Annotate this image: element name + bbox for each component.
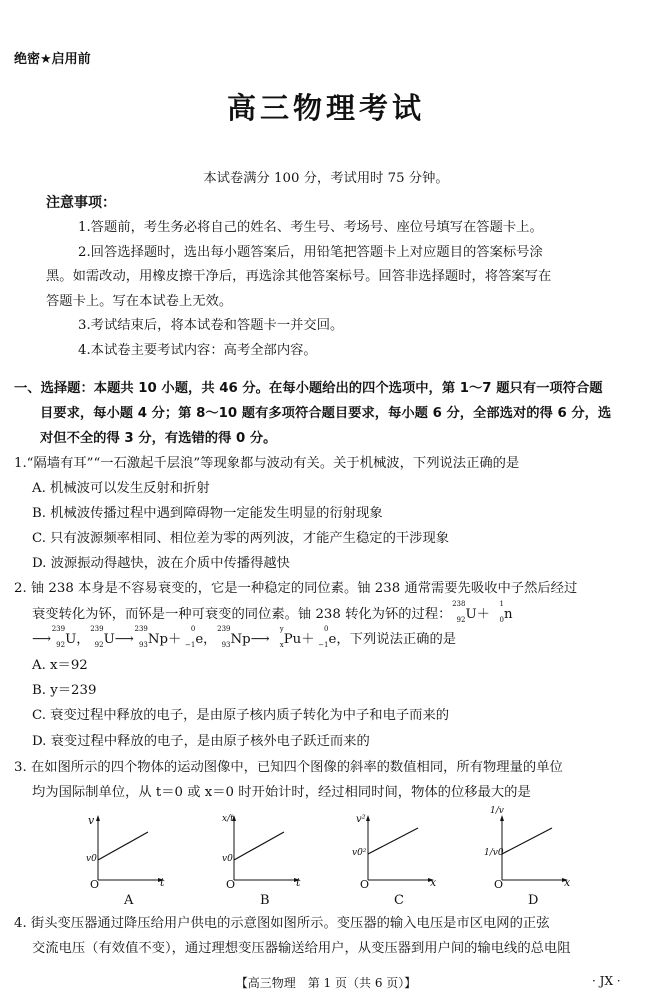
q4-stem-2: 交流电压（有效值不变），通过理想变压器输送给用户，从变压器到用户间的输电线的总电阻 bbox=[32, 941, 571, 956]
page-title: 高三物理考试 bbox=[226, 91, 425, 125]
exam-info: 本试卷满分 100 分，考试用时 75 分钟。 bbox=[203, 171, 449, 186]
graph-d-x-label: x bbox=[564, 876, 571, 889]
footer-code: · JX · bbox=[592, 974, 621, 988]
q1-option-c: C. 只有波源频率相同、相位差为零的两列波，才能产生稳定的干涉现象 bbox=[32, 531, 450, 546]
graph-a bbox=[86, 812, 176, 908]
q2-equation-start: 238 92 U＋ 1 0 n bbox=[452, 600, 513, 624]
q1-option-b: B. 机械波传播过程中遇到障碍物一定能发生明显的衍射现象 bbox=[32, 506, 383, 521]
section-instructions-1: 一、选择题：本题共 10 小题，共 46 分。在每小题给出的四个选项中，第 1～7 题只有一项符合题 bbox=[14, 381, 603, 396]
note-line-5: 3.考试结束后，将本试卷和答题卡一并交回。 bbox=[78, 318, 344, 333]
graph-a-label: A bbox=[124, 893, 134, 908]
graph-d bbox=[484, 806, 580, 908]
q2-stem-2 bbox=[32, 600, 513, 624]
q2-option-b: B. y＝239 bbox=[32, 683, 97, 698]
notes-heading: 注意事项： bbox=[46, 195, 116, 211]
q2-stem-1: 2. 铀 238 本身是不容易衰变的，它是一种稳定的同位素。铀 238 通常需要先吸收中子然后经过 bbox=[14, 581, 578, 596]
graph-b-origin: O bbox=[226, 878, 236, 891]
graph-d-label: D bbox=[528, 893, 539, 908]
graph-c-x-label: x bbox=[430, 876, 437, 889]
graph-c bbox=[352, 812, 446, 908]
graph-a-origin: O bbox=[90, 878, 100, 891]
note-line-2: 2.回答选择题时，选出每小题答案后，用铅笔把答题卡上对应题目的答案标号涂 bbox=[78, 245, 543, 260]
q1-option-d: D. 波源振动得越快，波在介质中传播得越快 bbox=[32, 556, 290, 571]
graph-c-label: C bbox=[394, 893, 404, 908]
q2-stem-2-text: 衰变转化为钚，而钚是一种可衰变的同位素。铀 238 转化为钚的过程： bbox=[32, 607, 452, 622]
graph-a-intercept: v0 bbox=[86, 854, 97, 864]
q2-option-a: A. x＝92 bbox=[32, 658, 88, 673]
q3-stem-1: 3. 在如图所示的四个物体的运动图像中，已知四个图像的斜率的数值相同，所有物理量的单位 bbox=[14, 760, 563, 775]
secret-label: 绝密★启用前 bbox=[14, 52, 91, 67]
graph-b-label: B bbox=[260, 893, 270, 908]
graph-a-x-label: t bbox=[160, 876, 165, 889]
graph-b-x-label: t bbox=[296, 876, 301, 889]
graph-a-y-label: v bbox=[88, 814, 95, 827]
q3-stem-2: 均为国际制单位，从 t＝0 或 x＝0 时开始计时，经过相同时间，物体的位移最大的是 bbox=[32, 785, 531, 800]
graph-b-intercept: v0 bbox=[222, 854, 233, 864]
q2-option-c: C. 衰变过程中释放的电子，是由原子核内质子转化为中子和电子而来的 bbox=[32, 708, 450, 723]
graph-d-origin: O bbox=[494, 878, 504, 891]
graph-d-intercept: 1/v0 bbox=[484, 848, 504, 858]
q2-option-d: D. 衰变过程中释放的电子，是由原子核外电子跃迁而来的 bbox=[32, 734, 370, 749]
note-line-6: 4.本试卷主要考试内容：高考全部内容。 bbox=[78, 343, 317, 358]
q1-option-a: A. 机械波可以发生反射和折射 bbox=[32, 481, 210, 496]
note-line-3: 黑。如需改动，用橡皮擦干净后，再选涂其他答案标号。回答非选择题时，将答案写在 bbox=[46, 269, 552, 284]
section-instructions-2: 目要求，每小题 4 分；第 8～10 题有多项符合题目要求，每小题 6 分，全部选对的得 6 分，选 bbox=[40, 406, 612, 421]
page-footer: 【高三物理 第 1 页（共 6 页）】 bbox=[235, 976, 417, 990]
q4-stem-1: 4. 街头变压器通过降压给用户供电的示意图如图所示。变压器的输入电压是市区电网的正弦 bbox=[14, 916, 550, 931]
graph-c-intercept: v0² bbox=[352, 848, 367, 858]
graph-b-y-label: x/t bbox=[222, 814, 234, 824]
graph-c-y-label: v² bbox=[356, 814, 366, 825]
q2-equation: ⟶ 239 92 U， 239 92 U⟶ 239 93 Np＋ 0 −1 e， 239 93 Np⟶ y x Pu＋ 0 −1 e，下列说法正确的是 bbox=[32, 625, 457, 649]
section-instructions-3: 对但不全的得 3 分，有选错的得 0 分。 bbox=[40, 431, 277, 446]
q2-stem-3-tail: ，下列说法正确的是 bbox=[336, 632, 457, 647]
note-line-4: 答题卡上。写在本试卷上无效。 bbox=[46, 294, 233, 309]
q1-stem: 1.“隔墙有耳”“一石激起千层浪”等现象都与波动有关。关于机械波，下列说法正确的是 bbox=[14, 456, 520, 471]
note-line-1: 1.答题前，考生务必将自己的姓名、考生号、考场号、座位号填写在答题卡上。 bbox=[78, 220, 543, 235]
graph-c-origin: O bbox=[360, 878, 370, 891]
graph-b bbox=[222, 812, 312, 908]
graph-d-y-label: 1/v bbox=[490, 806, 504, 816]
